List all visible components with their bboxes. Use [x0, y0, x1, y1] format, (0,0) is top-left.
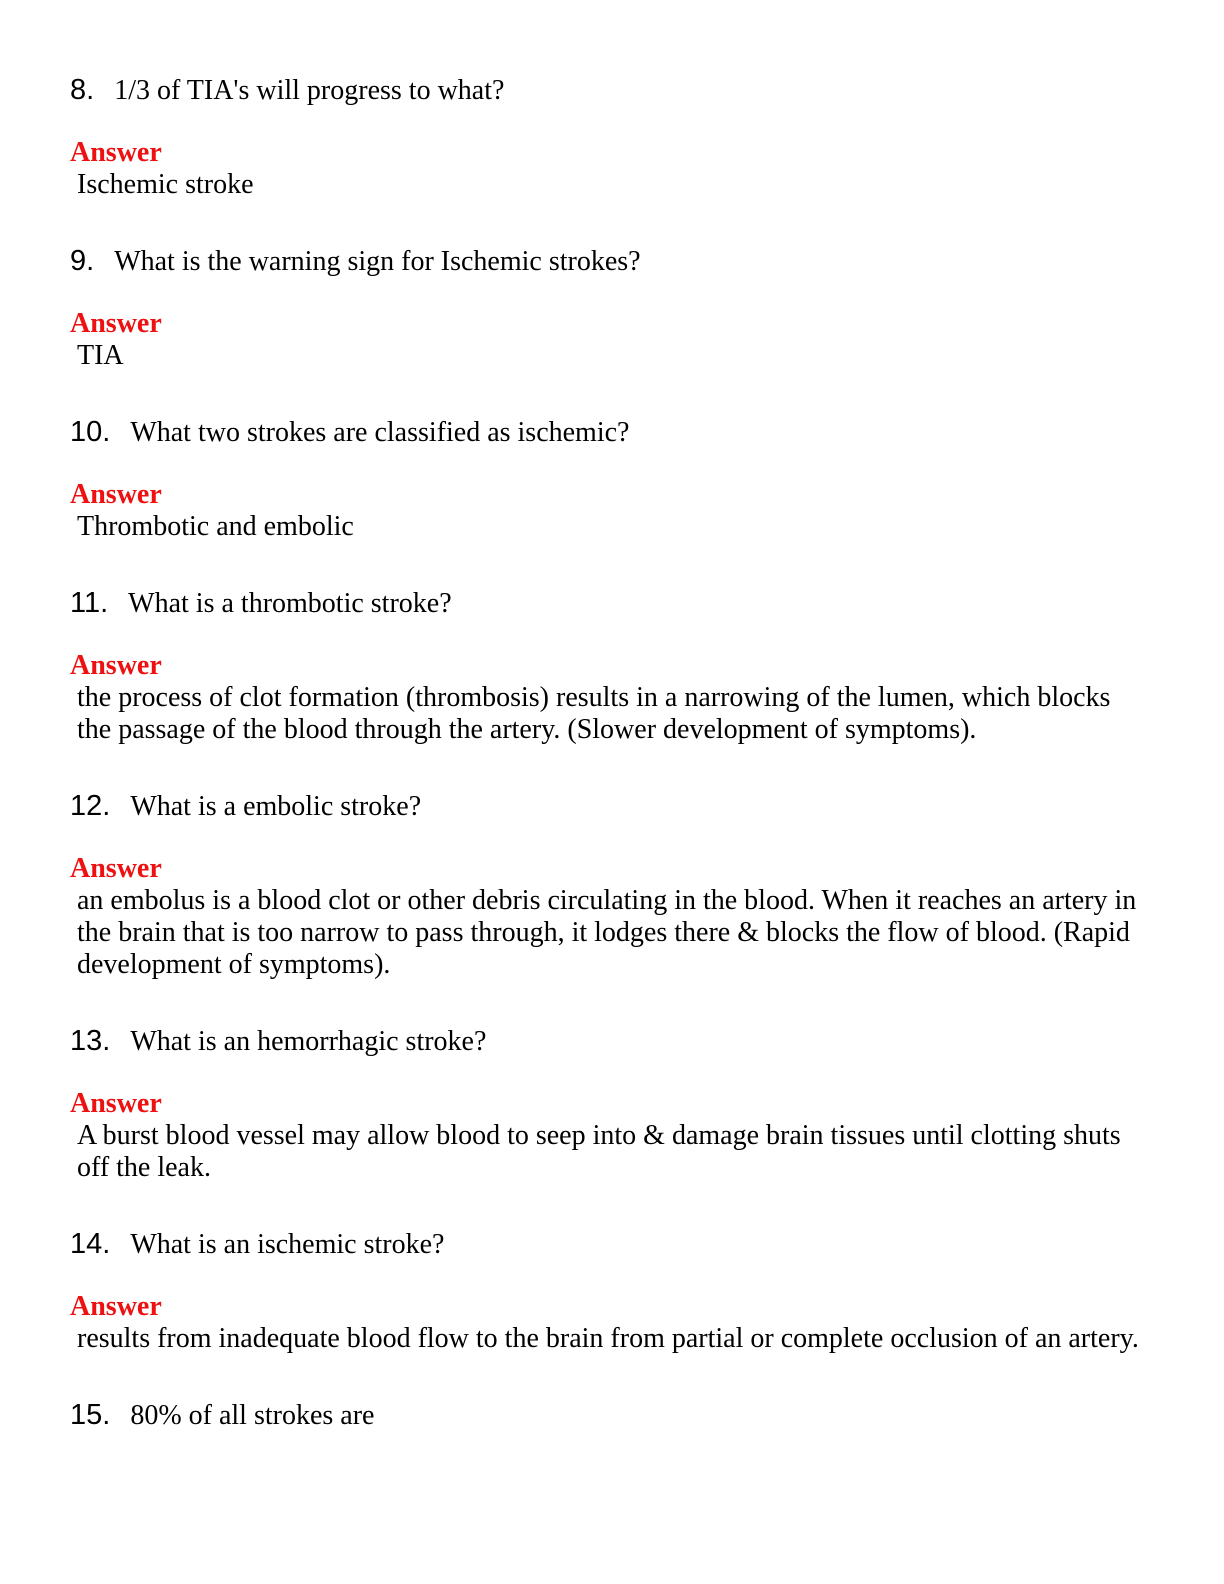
- qa-item: [70, 585, 1144, 746]
- answer-text: Ischemic stroke: [77, 169, 254, 200]
- question-text: What is a embolic stroke?: [130, 791, 422, 822]
- question-line: [70, 243, 1144, 280]
- answer-label: Answer: [70, 308, 162, 339]
- answer-text: TIA: [77, 340, 124, 371]
- question-number: 8.: [70, 74, 95, 106]
- qa-item: [70, 72, 1144, 201]
- qa-item: [70, 1226, 1144, 1355]
- question-text: What is an hemorrhagic stroke?: [130, 1026, 487, 1057]
- answer-label: Answer: [70, 1291, 162, 1322]
- question-line: [70, 1397, 1144, 1434]
- answer-label: Answer: [70, 650, 162, 681]
- question-line: [70, 1023, 1144, 1060]
- answer-text: results from inadequate blood flow to the brain from partial or complete occlusion of an artery.: [77, 1323, 1139, 1354]
- question-number: 9.: [70, 245, 95, 277]
- qa-item: [70, 1397, 1144, 1434]
- answer-text: Thrombotic and embolic: [77, 511, 354, 542]
- question-text: What is an ischemic stroke?: [130, 1229, 445, 1260]
- question-text: What two strokes are classified as ischemic?: [130, 417, 630, 448]
- question-number: 10.: [70, 416, 111, 448]
- qa-item: [70, 1023, 1144, 1184]
- question-text: What is a thrombotic stroke?: [128, 588, 452, 619]
- answer-label: Answer: [70, 853, 162, 884]
- question-line: [70, 788, 1144, 825]
- answer-text: an embolus is a blood clot or other debris circulating in the blood. When it reaches an artery in the brain that is too narrow to pass through, it lodges there & blocks the flow of blood. (Rapid development of symptoms).: [77, 885, 1137, 980]
- question-text: What is the warning sign for Ischemic strokes?: [114, 246, 641, 277]
- question-number: 14.: [70, 1228, 111, 1260]
- answer-text: the process of clot formation (thrombosis) results in a narrowing of the lumen, which blocks the passage of the blood through the artery. (Slower development of symptoms).: [77, 682, 1111, 745]
- qa-item: [70, 243, 1144, 372]
- question-line: [70, 72, 1144, 109]
- question-number: 13.: [70, 1025, 111, 1057]
- answer-label: Answer: [70, 137, 162, 168]
- qa-item: [70, 788, 1144, 981]
- question-line: [70, 1226, 1144, 1263]
- question-text: 80% of all strokes are: [130, 1400, 375, 1431]
- question-number: 15.: [70, 1399, 111, 1431]
- question-line: [70, 585, 1144, 622]
- question-line: [70, 414, 1144, 451]
- question-text: 1/3 of TIA's will progress to what?: [114, 75, 505, 106]
- qa-item: [70, 414, 1144, 543]
- question-number: 11.: [70, 587, 109, 619]
- answer-text: A burst blood vessel may allow blood to seep into & damage brain tissues until clotting shuts off the leak.: [77, 1120, 1121, 1183]
- answer-label: Answer: [70, 479, 162, 510]
- question-number: 12.: [70, 790, 111, 822]
- answer-label: Answer: [70, 1088, 162, 1119]
